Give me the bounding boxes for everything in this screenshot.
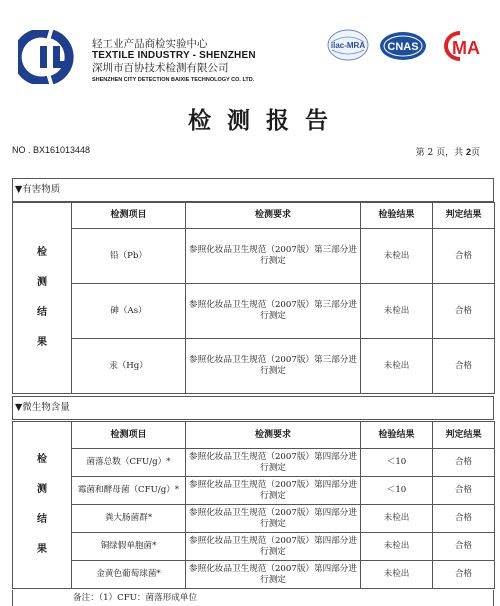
cell-item: 铅（Pb）: [72, 229, 186, 284]
table-row: [13, 477, 495, 505]
table-row: [13, 561, 495, 589]
side-label-char: 测: [37, 277, 47, 288]
table-header-row: [13, 422, 495, 449]
cell-requirement: 参照化妆品卫生规范（2007版）第四部分进行测定: [186, 449, 361, 477]
cell-item: 霉菌和酵母菌（CFU/g）*: [72, 477, 186, 505]
cell-item: 砷（As）: [72, 284, 186, 339]
table-header-row: [13, 203, 495, 229]
microbial-content-table: [12, 421, 495, 589]
cell-item: 粪大肠菌群*: [72, 505, 186, 533]
cell-judgement: 合格: [433, 505, 495, 533]
cma-logo-icon: [440, 28, 484, 64]
page-indicator: [416, 145, 480, 158]
report-number-line: [12, 145, 494, 158]
company-name-block: [92, 38, 256, 86]
col-header-judgement: 判定结果: [433, 203, 495, 229]
cell-result: 未检出: [361, 284, 433, 339]
cell-requirement: 参照化妆品卫生规范（2007版）第四部分进行测定: [186, 561, 361, 589]
cell-result: 未检出: [361, 339, 433, 394]
cell-result: 未检出: [361, 505, 433, 533]
section-harmful-substances-header: ▼有害物质: [12, 178, 494, 202]
col-header-requirement: 检测要求: [186, 422, 361, 449]
col-header-judgement: 判定结果: [433, 422, 495, 449]
cell-requirement: 参照化妆品卫生规范（2007版）第三部分进行测定: [186, 229, 361, 284]
cnas-text: CNAS: [387, 41, 419, 53]
cell-requirement: 参照化妆品卫生规范（2007版）第三部分进行测定: [186, 284, 361, 339]
side-label-char: 果: [37, 337, 47, 348]
side-label-char: 结: [37, 514, 47, 525]
remarks-note: 备注：（1）CFU：菌落形成单位: [12, 590, 494, 606]
ilac-mra-logo-icon: [326, 28, 370, 64]
page-indicator-suffix: 页: [470, 148, 480, 158]
company-name-cn-2: 深圳市百协技术检测有限公司: [92, 62, 229, 74]
company-name-en-2: SHENZHEN CITY DETECTION BAIXIE TECHNOLOGY CO. LTD.: [92, 77, 255, 83]
cell-judgement: 合格: [433, 477, 495, 505]
cell-judgement: 合格: [433, 229, 495, 284]
cell-item: 铜绿假单胞菌*: [72, 533, 186, 561]
ilac-mra-text: ilac-MRA: [330, 41, 366, 50]
cell-result: 未检出: [361, 561, 433, 589]
cell-result: 未检出: [361, 533, 433, 561]
cell-requirement: 参照化妆品卫生规范（2007版）第四部分进行测定: [186, 505, 361, 533]
cell-requirement: 参照化妆品卫生规范（2007版）第四部分进行测定: [186, 477, 361, 505]
side-label-detection-results: [13, 422, 72, 589]
cell-judgement: 合格: [433, 339, 495, 394]
col-header-item: 检测项目: [72, 203, 186, 229]
side-label-char: 检: [37, 454, 47, 465]
table-row: [13, 339, 495, 394]
table-row: [13, 284, 495, 339]
page-indicator-total: 2: [465, 147, 471, 157]
company-logo: [18, 30, 82, 84]
table-row: [13, 505, 495, 533]
cell-judgement: 合格: [433, 449, 495, 477]
cell-result: ＜10: [361, 449, 433, 477]
cell-result: ＜10: [361, 477, 433, 505]
side-label-char: 果: [37, 544, 47, 555]
cell-judgement: 合格: [433, 284, 495, 339]
cell-judgement: 合格: [433, 533, 495, 561]
cnas-logo-icon: [378, 28, 428, 64]
side-label-char: 检: [37, 247, 47, 258]
cell-item: 金黄色葡萄球菌*: [72, 561, 186, 589]
table-row: [13, 229, 495, 284]
col-header-result: 检验结果: [361, 422, 433, 449]
section-microbial-content-header: ▼微生物含量: [12, 396, 494, 420]
cell-item: 汞（Hg）: [72, 339, 186, 394]
side-label-char: 测: [37, 484, 47, 495]
table-row: [13, 533, 495, 561]
table-row: [13, 449, 495, 477]
cell-result: 未检出: [361, 229, 433, 284]
cell-item: 菌落总数（CFU/g）*: [72, 449, 186, 477]
company-name-cn: 轻工业产品商检实验中心: [92, 38, 208, 50]
col-header-result: 检验结果: [361, 203, 433, 229]
side-label-detection-results: [13, 203, 72, 394]
side-label-char: 结: [37, 307, 47, 318]
col-header-requirement: 检测要求: [186, 203, 361, 229]
report-header: [0, 0, 500, 100]
col-header-item: 检测项目: [72, 422, 186, 449]
cell-requirement: 参照化妆品卫生规范（2007版）第三部分进行测定: [186, 339, 361, 394]
report-title: 检测报告: [188, 108, 344, 134]
cma-text: MA: [452, 38, 480, 58]
report-number: NO . BX161013448: [12, 145, 91, 155]
page-indicator-prefix: 第 2 页，共: [415, 148, 466, 158]
company-name-en: TEXTILE INDUSTRY - SHENZHEN: [92, 50, 256, 61]
cell-judgement: 合格: [433, 561, 495, 589]
cell-requirement: 参照化妆品卫生规范（2007版）第四部分进行测定: [186, 533, 361, 561]
harmful-substances-table: [12, 202, 495, 394]
